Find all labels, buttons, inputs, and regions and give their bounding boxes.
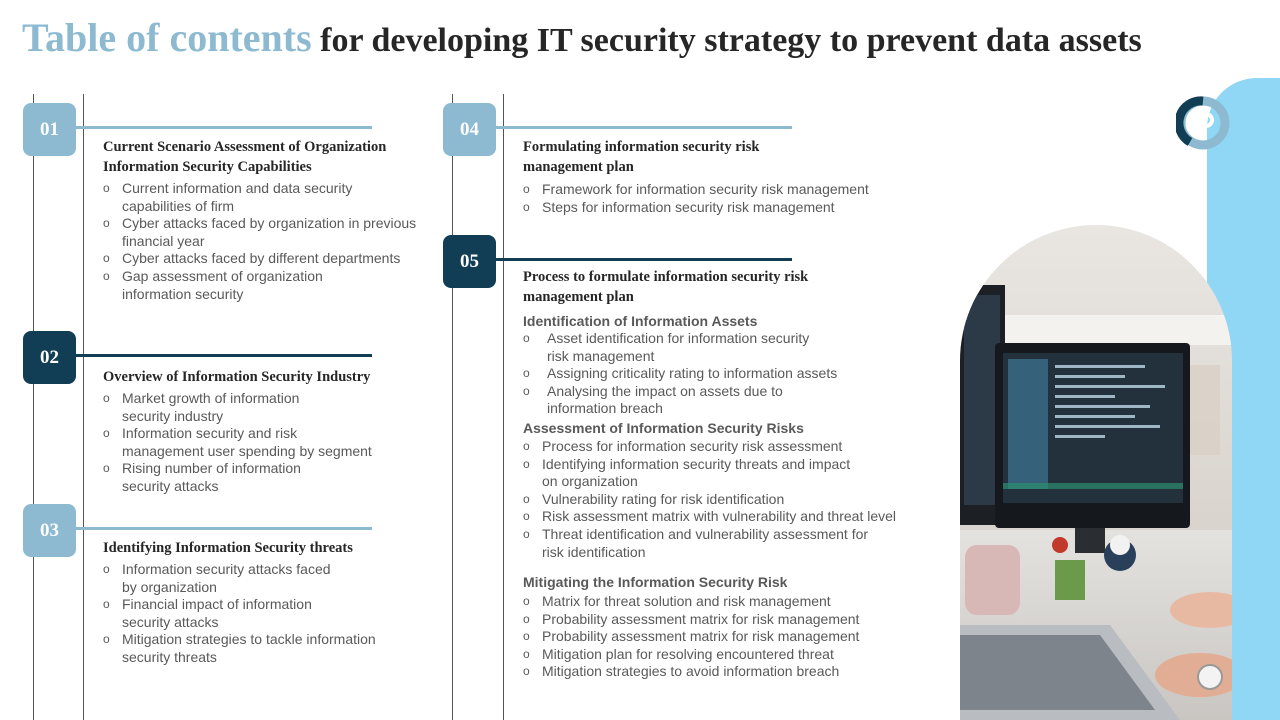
section-05-list-assets	[523, 330, 943, 418]
office-computer-illustration	[960, 225, 1232, 720]
section-05-title: Process to formulate information security risk management plan	[523, 269, 809, 305]
swirl-logo-icon	[1176, 96, 1230, 158]
section-03-connector	[76, 527, 372, 530]
section-05-subheading-risks: Assessment of Information Security Risks	[523, 420, 804, 436]
section-05-list-risks	[523, 438, 943, 561]
timeline-line-left-b	[83, 94, 84, 720]
list-item: o Vulnerability rating for risk identification	[523, 491, 943, 509]
list-item: o Cyber attacks faced by organization in previous financial year	[103, 215, 448, 250]
list-item: o Cyber attacks faced by different departments	[103, 250, 448, 268]
section-01-badge: 01	[23, 103, 76, 156]
list-item: o Current information and data security capabilities of firm	[103, 180, 448, 215]
list-item: o Threat identification and vulnerability assessment for risk identification	[523, 526, 943, 561]
section-01-title: Current Scenario Assessment of Organization Information Security Capabilities	[103, 139, 387, 175]
section-02-connector	[76, 354, 372, 357]
section-03-list	[103, 561, 448, 667]
section-04-title: Formulating information security risk management plan	[523, 139, 760, 175]
section-03-badge: 03	[23, 504, 76, 557]
list-item: o Market growth of information security industry	[103, 390, 448, 425]
page-title	[22, 14, 1142, 61]
timeline-line-left-a	[33, 94, 34, 720]
list-item: o Framework for information security risk management	[523, 181, 943, 199]
section-05-badge: 05	[443, 235, 496, 288]
list-item: o Information security and risk management user spending by segment	[103, 425, 448, 460]
list-item: o Process for information security risk assessment	[523, 438, 943, 456]
list-item: o Risk assessment matrix with vulnerability and threat level	[523, 508, 943, 526]
list-item: o Analysing the impact on assets due to information breach	[523, 383, 943, 418]
list-item: o Probability assessment matrix for risk management	[523, 628, 943, 646]
section-05-subheading-assets: Identification of Information Assets	[523, 313, 758, 329]
list-item: o Mitigation strategies to avoid information breach	[523, 663, 943, 681]
list-item: o Mitigation plan for resolving encountered threat	[523, 646, 943, 664]
page-title-accent: Table of contents	[22, 15, 312, 60]
section-04-list	[523, 181, 943, 216]
list-item: o Probability assessment matrix for risk management	[523, 611, 943, 629]
page-title-rest: for developing IT security strategy to prevent data assets	[311, 22, 1142, 59]
list-item: o Matrix for threat solution and risk management	[523, 593, 943, 611]
list-item: o Rising number of information security attacks	[103, 460, 448, 495]
section-01-list	[103, 180, 448, 303]
list-item: o Information security attacks faced by organization	[103, 561, 448, 596]
section-02-list	[103, 390, 448, 496]
timeline-line-mid-b	[503, 94, 504, 720]
list-item: o Mitigation strategies to tackle information security threats	[103, 631, 448, 666]
timeline-line-mid-a	[452, 94, 453, 720]
list-item: o Steps for information security risk management	[523, 199, 943, 217]
section-05-subheading-mitigation: Mitigating the Information Security Risk	[523, 574, 788, 590]
section-02-title: Overview of Information Security Industry	[103, 369, 371, 385]
section-05-list-mitigation	[523, 593, 943, 681]
list-item: o Asset identification for information security risk management	[523, 330, 943, 365]
section-02-badge: 02	[23, 331, 76, 384]
office-computer-photo	[960, 225, 1232, 720]
section-03-title: Identifying Information Security threats	[103, 540, 353, 556]
section-05-connector	[496, 258, 792, 261]
list-item: o Identifying information security threats and impact on organization	[523, 456, 943, 491]
list-item: o Assigning criticality rating to information assets	[523, 365, 943, 383]
section-04-badge: 04	[443, 103, 496, 156]
section-01-connector	[76, 126, 372, 129]
list-item: o Gap assessment of organization information security	[103, 268, 448, 303]
list-item: o Financial impact of information security attacks	[103, 596, 448, 631]
section-04-connector	[496, 126, 792, 129]
